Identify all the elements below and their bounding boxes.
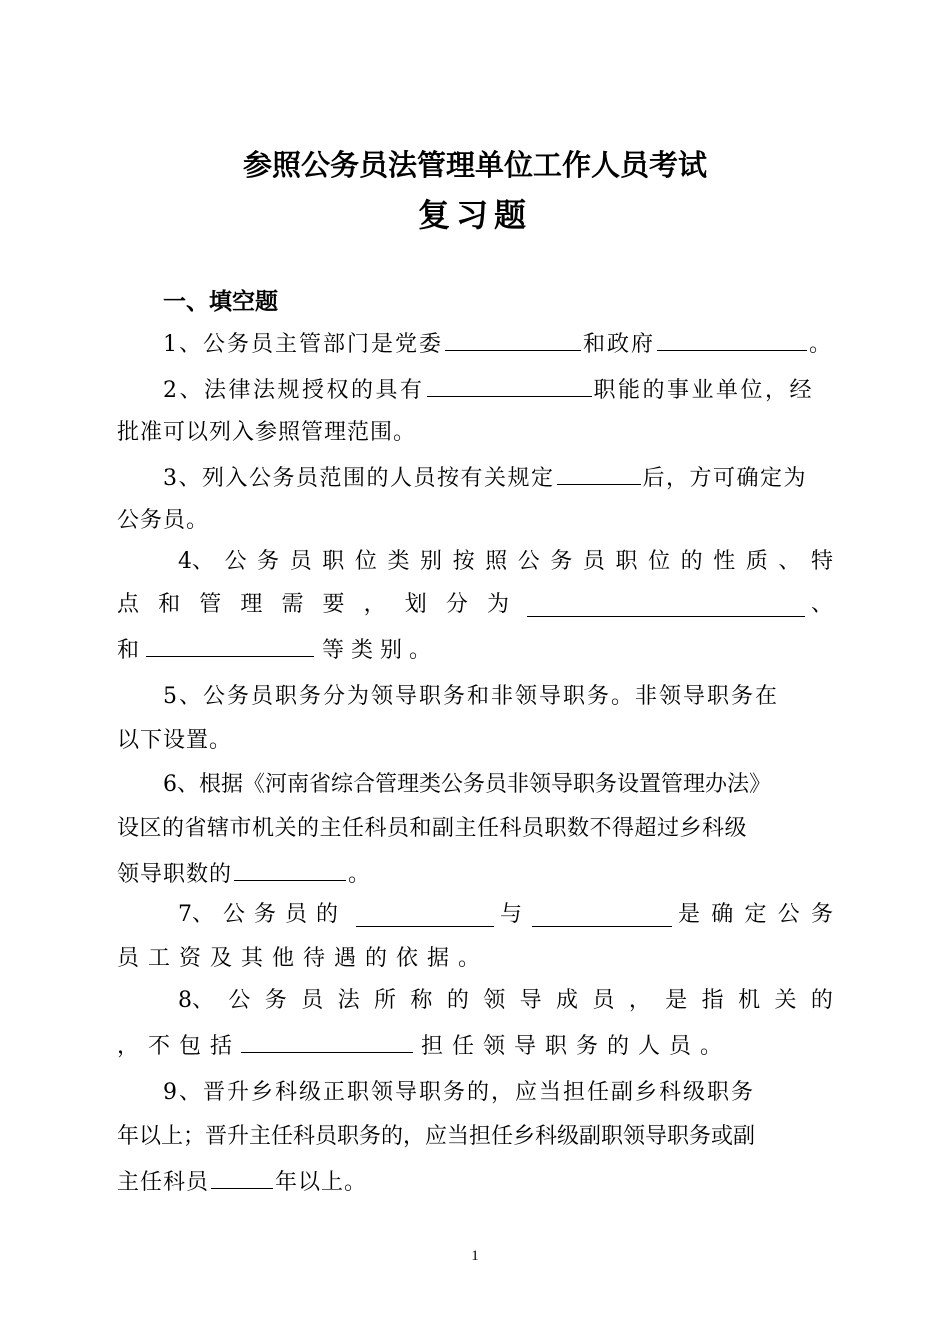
question-8 [178, 986, 833, 1018]
q4-char: 划 [404, 592, 427, 617]
q4-char: 质 [745, 549, 768, 574]
question-4-blank-1 [527, 594, 805, 617]
q8-char: 员 [592, 988, 615, 1013]
q4-char: 务 [550, 549, 573, 574]
question-9-line-2: 年以上；晋升主任科员职务的，应当担任乡科级副职领导职务或副 [117, 1124, 756, 1149]
q4-char: 公 [224, 549, 247, 574]
question-4-blank-2 [146, 634, 314, 657]
question-8-continued [117, 1030, 833, 1062]
q8-char: 的 [810, 988, 833, 1013]
question-3-continued: 公务员。 [117, 508, 210, 533]
q4-char: 4、 [178, 549, 214, 574]
question-6-text-c: 领导职数的 [117, 862, 233, 887]
question-4-comma: 、 [811, 592, 834, 617]
q8-char: 法 [337, 988, 360, 1013]
q8-char: 指 [701, 988, 724, 1013]
question-3-blank-1 [557, 462, 641, 485]
question-1 [163, 328, 833, 360]
question-2-text-b: 职能的事业单位，经 [593, 378, 815, 403]
q4-char: 别 [420, 549, 443, 574]
q4-char: 职 [322, 549, 345, 574]
question-2-text-a: 2、法律法规授权的具有 [163, 378, 425, 403]
q7-char: 定 [744, 902, 767, 927]
q8-char: 机 [738, 988, 761, 1013]
q8-char: 公 [228, 988, 251, 1013]
q7-char: 务 [810, 902, 833, 927]
q4-char: 分 [445, 592, 468, 617]
q4-char: 务 [257, 549, 280, 574]
question-2-continued: 批准可以列入参照管理范围。 [117, 420, 417, 445]
q8-char: 导 [519, 988, 542, 1013]
question-2-blank-1 [427, 374, 592, 397]
question-3 [163, 462, 833, 494]
question-1-text-c: 。 [809, 332, 834, 357]
question-9: 9、晋升乡科级正职领导职务的，应当担任副乡科级职务 [163, 1080, 755, 1105]
q8-char: 成 [556, 988, 579, 1013]
page-number: 1 [471, 1248, 479, 1264]
q4-char: 员 [582, 549, 605, 574]
question-1-text-b: 和政府 [583, 332, 656, 357]
q4-char: ， [363, 592, 386, 617]
question-1-blank-1 [445, 328, 581, 351]
q7-char: 员 [284, 902, 307, 927]
question-3-text-a: 3、列入公务员范围的人员按有关规定 [163, 466, 555, 491]
question-1-blank-2 [657, 328, 807, 351]
question-2 [163, 374, 833, 406]
q4-char: 要 [322, 592, 345, 617]
question-6-line-2: 设区的省辖市机关的主任科员和副主任科员职数不得超过乡科级 [117, 816, 748, 841]
question-8-text-b: 担任领导职务的人员。 [421, 1034, 732, 1059]
q4-char: 照 [485, 549, 508, 574]
q4-char: 职 [615, 549, 638, 574]
question-6: 6、根据《河南省综合管理类公务员非领导职务设置管理办法》 [163, 772, 771, 797]
q8-char: 领 [483, 988, 506, 1013]
question-7-blank-1 [356, 904, 494, 927]
q4-char: 管 [199, 592, 222, 617]
q8-char: 所 [374, 988, 397, 1013]
question-1-text-a: 1、公务员主管部门是党委 [163, 332, 443, 357]
question-9-text-c: 主任科员 [117, 1170, 210, 1195]
q8-char: 8、 [178, 988, 214, 1013]
section-heading: 一、填空题 [163, 289, 278, 315]
q4-char: 类 [387, 549, 410, 574]
q4-char: 按 [452, 549, 475, 574]
question-6-blank-1 [234, 858, 346, 881]
q8-char: 关 [774, 988, 797, 1013]
question-7-text-c [678, 900, 833, 930]
q4-char: 位 [354, 549, 377, 574]
q7-char: 7、 [178, 902, 214, 927]
q7-char: 确 [711, 902, 734, 927]
q8-char: ， [628, 988, 651, 1013]
question-4-line-3 [117, 634, 833, 666]
question-9-text-d: 年以上。 [275, 1170, 368, 1195]
question-9-blank-1 [211, 1166, 273, 1189]
question-4-line-2 [117, 590, 833, 622]
q8-char: 称 [410, 988, 433, 1013]
q4-char: 点 [117, 592, 140, 617]
question-6-text-d: 。 [348, 862, 372, 887]
question-4-text-end: 等类别。 [322, 638, 439, 663]
question-7 [178, 900, 833, 932]
question-4-text-and: 和 [117, 638, 147, 663]
question-7-continued: 员工资及其他待遇的依据。 [117, 946, 490, 971]
question-3-text-b: 后，方可确定为 [642, 466, 808, 491]
question-5-continued: 以下设置。 [117, 728, 233, 753]
q8-char: 是 [665, 988, 688, 1013]
q4-char: 为 [486, 592, 509, 617]
q8-char: 务 [264, 988, 287, 1013]
q4-char: 和 [158, 592, 181, 617]
question-8-blank-1 [241, 1030, 413, 1053]
q7-char: 是 [678, 902, 701, 927]
q4-char: 的 [680, 549, 703, 574]
question-8-text-a: ，不包括 [117, 1034, 242, 1059]
document-subtitle: 复习题 [417, 196, 532, 234]
question-7-blank-2 [532, 904, 672, 927]
q4-char: 公 [517, 549, 540, 574]
q4-char: 需 [281, 592, 304, 617]
q7-char: 公 [777, 902, 800, 927]
q4-char: 理 [240, 592, 263, 617]
question-5: 5、公务员职务分为领导职务和非领导职务。非领导职务在 [163, 684, 779, 709]
q4-char: 特 [810, 549, 833, 574]
q8-char: 的 [446, 988, 469, 1013]
q4-char: 性 [713, 549, 736, 574]
question-7-text-a [178, 900, 338, 930]
q8-char: 员 [301, 988, 324, 1013]
q7-char: 公 [222, 902, 245, 927]
question-9-line-3 [117, 1166, 833, 1198]
q4-char: 位 [648, 549, 671, 574]
q4-char: 员 [289, 549, 312, 574]
question-6-line-3 [117, 858, 833, 890]
q7-char: 务 [253, 902, 276, 927]
question-4 [178, 547, 833, 579]
document-title: 参照公务员法管理单位工作人员考试 [242, 148, 707, 182]
q7-char: 的 [315, 902, 338, 927]
question-7-text-and: 与 [500, 902, 523, 927]
question-4-line-2-text [117, 590, 509, 620]
q4-char: 、 [778, 549, 801, 574]
